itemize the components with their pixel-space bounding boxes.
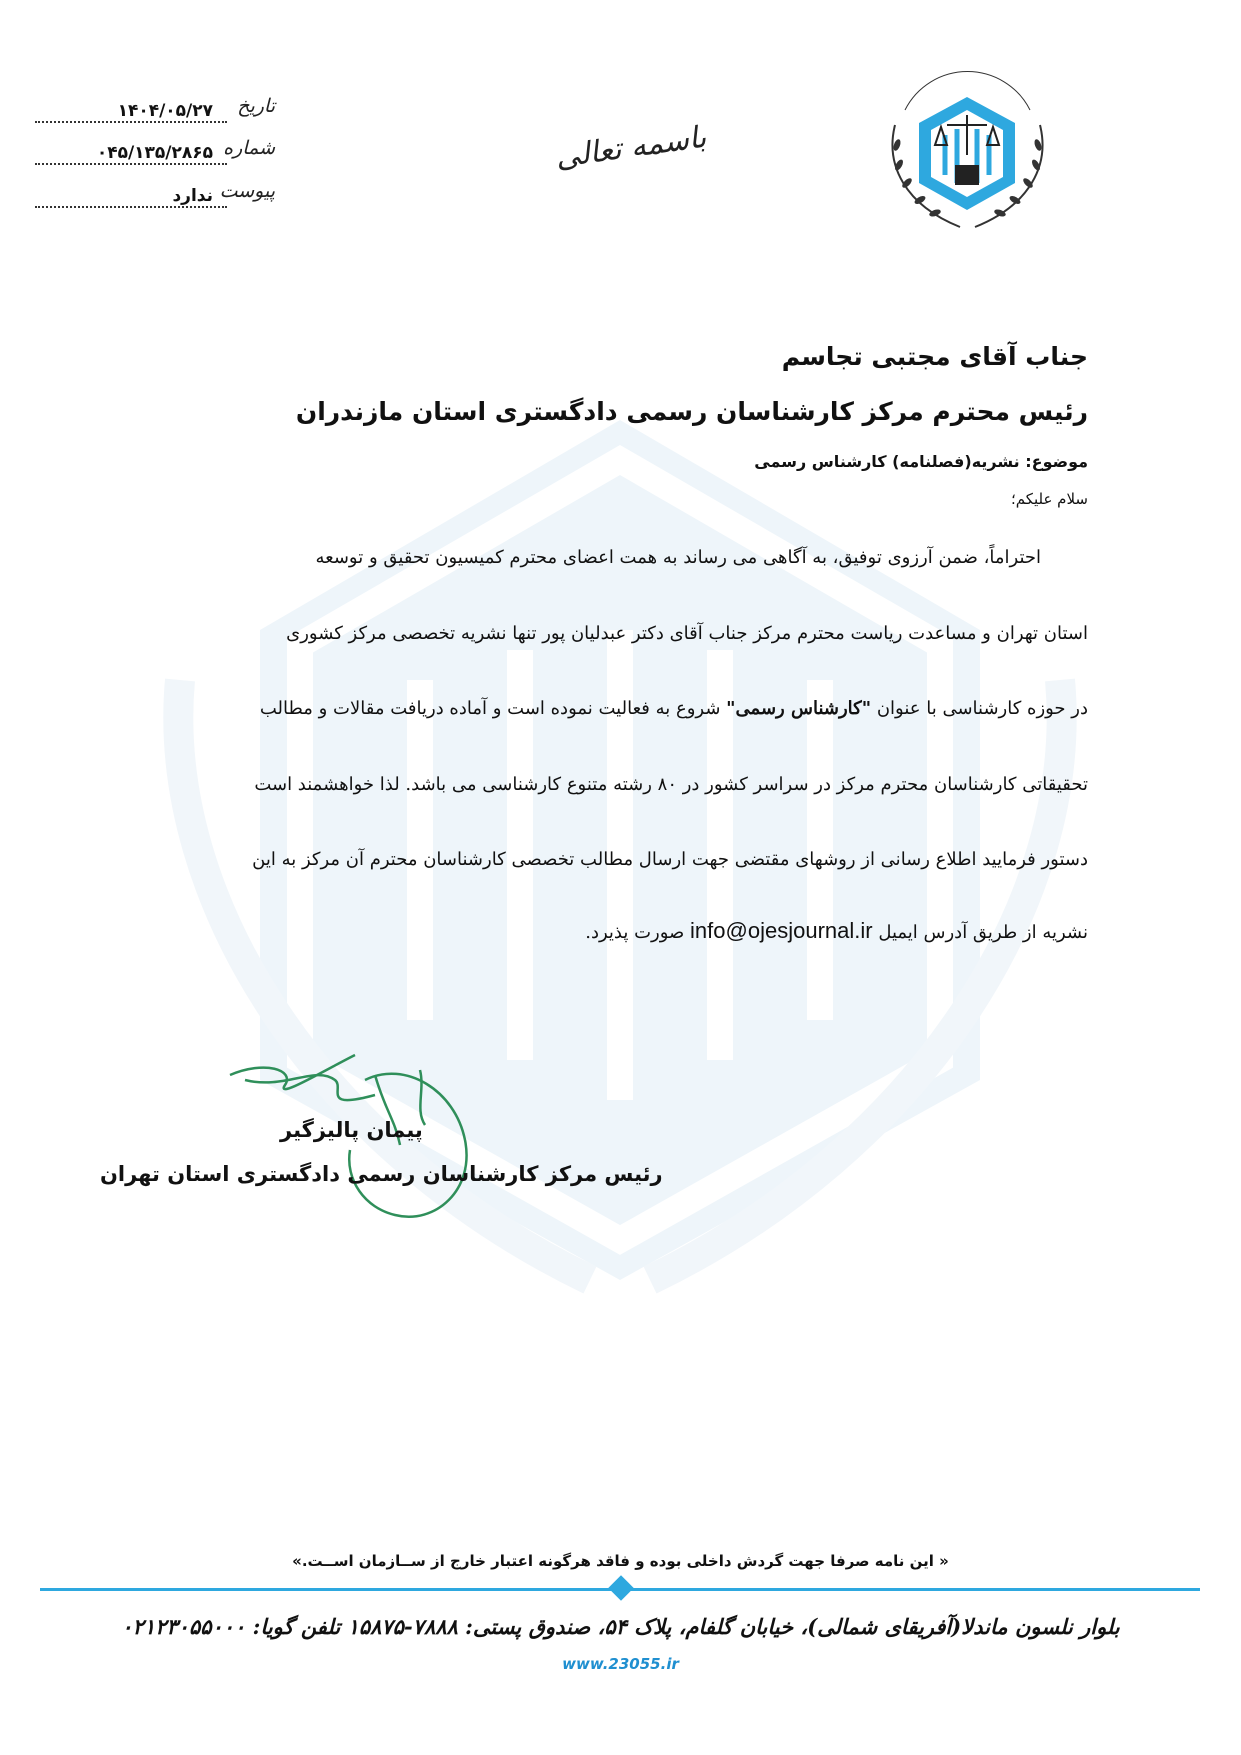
basmala-heading: باسمه تعالی [553, 119, 709, 176]
body-line-1: احتراماً، ضمن آرزوی توفیق، به آگاهی می رساند به همت اعضای محترم کمیسیون تحقیق و توسعه [315, 547, 1041, 568]
body-line-4: تحقیقاتی کارشناسان محترم مرکز در سراسر کشور در ۸۰ رشته متنوع کارشناسی می باشد. لذا خواهشمند است [254, 774, 1088, 795]
attachment-dotted-line [35, 206, 227, 208]
body-line-3 [260, 698, 1088, 719]
greeting: سلام علیکم؛ [1010, 490, 1088, 508]
diamond-icon [608, 1575, 633, 1600]
body-line-3-part-2: شروع به فعالیت نموده است و آماده دریافت مقالات و مطالب [259, 698, 721, 719]
body-line-5: دستور فرمایید اطلاع رسانی از روشهای مقتضی جهت ارسال مطالب تخصصی کارشناسان محترم آن مرکز به این [252, 849, 1088, 870]
date-label: تاریخ [237, 95, 275, 117]
email-link[interactable]: info@ojesjournal.ir [690, 918, 873, 943]
number-dotted-line [35, 163, 227, 165]
organization-logo [875, 55, 1060, 240]
date-dotted-line [35, 121, 227, 123]
body-line-6-part-2: صورت پذیرد. [585, 922, 685, 943]
recipient-title: رئیس محترم مرکز کارشناسان رسمی دادگستری استان مازندران [295, 397, 1088, 426]
journal-title: "کارشناس رسمی" [726, 698, 872, 719]
footer-disclaimer: « این نامه صرفا جهت گردش داخلی بوده و فاقد هرگونه اعتبار خارج از ســازمان اســت.» [292, 1552, 949, 1570]
attachment-value: ندارد [172, 186, 213, 206]
recipient-name: جناب آقای مجتبی تجاسم [781, 342, 1088, 371]
body-line-2: استان تهران و مساعدت ریاست محترم مرکز جناب آقای دکتر عبدلیان پور تنها نشریه تخصصی مرکز کشوری [286, 623, 1088, 644]
attachment-label: پیوست [219, 180, 275, 202]
number-row [35, 137, 275, 171]
letter-subject: موضوع: نشریه(فصلنامه) کارشناس رسمی [754, 452, 1088, 471]
attachment-row [35, 180, 275, 214]
signer-name: پیمان پالیزگیر [280, 1118, 423, 1142]
body-line-6-part-1: نشریه از طریق آدرس ایمیل [878, 922, 1088, 943]
footer-address: بلوار نلسون ماندلا(آفریقای شمالی)، خیابان گلفام، پلاک ۵۴، صندوق پستی: ۷۸۸۸-۱۵۸۷۵ تلفن گویا: ۰۲۱۲۳۰۵۵۰۰۰ [121, 1614, 1120, 1639]
number-label: شماره [223, 137, 275, 159]
footer-website-link[interactable]: www.23055.ir [562, 1655, 679, 1673]
date-row [35, 95, 275, 129]
number-value: ۰۴۵/۱۳۵/۲۸۶۵ [96, 143, 213, 163]
date-value: ۱۴۰۴/۰۵/۲۷ [117, 101, 213, 121]
signer-title: رئیس مرکز کارشناسان رسمی دادگستری استان تهران [100, 1162, 663, 1186]
body-line-3-part-1: در حوزه کارشناسی با عنوان [876, 698, 1088, 719]
body-line-6 [585, 918, 1088, 944]
